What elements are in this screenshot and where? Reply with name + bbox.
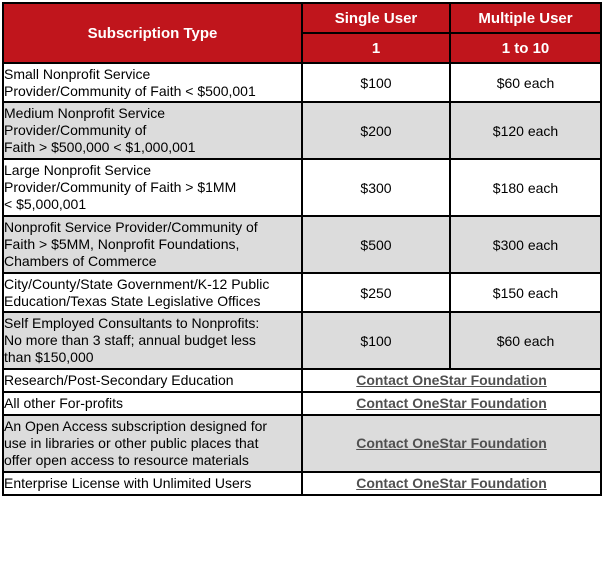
table-row: [3, 63, 601, 102]
subscription-type-cell: [3, 369, 302, 392]
contact-onestar-link[interactable]: Contact OneStar Foundation: [356, 371, 547, 388]
table-row: [3, 415, 601, 472]
subscription-type-line: No more than 3 staff; annual budget less: [4, 332, 256, 348]
table-row: [3, 273, 601, 312]
multiple-user-price: $300 each: [450, 216, 601, 273]
subscription-type-cell: [3, 102, 302, 159]
subscription-type-line: Education/Texas State Legislative Offices: [4, 292, 261, 309]
contact-onestar-link[interactable]: Contact OneStar Foundation: [356, 474, 547, 491]
subscription-type-line: Small Nonprofit Service: [4, 65, 151, 82]
subscription-type-line: Self Employed Consultants to Nonprofits:: [4, 315, 260, 331]
single-user-price: $200: [302, 102, 450, 159]
subscription-type-line: Provider/Community of Faith < $500,001: [4, 82, 256, 99]
table-row: [3, 472, 601, 495]
header-single-user: Single User: [302, 3, 450, 33]
multiple-user-price: $180 each: [450, 159, 601, 216]
subscription-pricing-table: [2, 2, 602, 496]
header-subscription-type: Subscription Type: [3, 3, 302, 63]
table-row: [3, 392, 601, 415]
subscription-type-line: use in libraries or other public places that: [4, 435, 259, 451]
single-user-price: $500: [302, 216, 450, 273]
contact-cell: [302, 392, 601, 415]
multiple-user-price: $150 each: [450, 273, 601, 312]
multiple-user-price: $120 each: [450, 102, 601, 159]
subscription-type-line: Chambers of Commerce: [4, 253, 157, 269]
multiple-user-price: $60 each: [450, 312, 601, 369]
single-user-price: $100: [302, 312, 450, 369]
table-row: [3, 312, 601, 369]
subscription-type-line: than $150,000: [4, 349, 94, 365]
contact-cell: [302, 472, 601, 495]
subscription-type-cell: [3, 63, 302, 102]
subscription-type-line: Provider/Community of Faith > $1MM: [4, 179, 237, 195]
subscription-type-line: All other For-profits: [4, 395, 124, 411]
table-row: [3, 159, 601, 216]
subscription-type-line: Faith > $5MM, Nonprofit Foundations,: [4, 236, 240, 252]
subscription-type-cell: [3, 472, 302, 495]
subscription-type-line: Provider/Community of: [4, 122, 147, 138]
contact-onestar-link[interactable]: Contact OneStar Foundation: [356, 434, 547, 451]
subscription-type-line: Faith > $500,000 < $1,000,001: [4, 139, 196, 155]
subscription-type-line: An Open Access subscription designed for: [4, 418, 268, 434]
table-row: [3, 102, 601, 159]
subscription-type-line: Enterprise License with Unlimited Users: [4, 475, 252, 491]
single-user-price: $300: [302, 159, 450, 216]
subscription-type-cell: [3, 392, 302, 415]
subscription-type-cell: [3, 273, 302, 312]
contact-onestar-link[interactable]: Contact OneStar Foundation: [356, 394, 547, 411]
table-body: [3, 63, 601, 495]
subscription-type-line: Nonprofit Service Provider/Community of: [4, 219, 258, 235]
header-multiple-count: 1 to 10: [450, 33, 601, 63]
contact-cell: [302, 415, 601, 472]
subscription-type-cell: [3, 159, 302, 216]
multiple-user-price: $60 each: [450, 63, 601, 102]
subscription-type-line: Large Nonprofit Service: [4, 162, 152, 178]
header-single-count: 1: [302, 33, 450, 63]
subscription-type-cell: [3, 216, 302, 273]
table-row: [3, 216, 601, 273]
contact-cell: [302, 369, 601, 392]
header-multiple-user: Multiple User: [450, 3, 601, 33]
table-row: [3, 369, 601, 392]
subscription-type-line: Medium Nonprofit Service: [4, 105, 166, 121]
subscription-type-line: City/County/State Government/K-12 Public: [4, 275, 270, 292]
subscription-type-cell: [3, 312, 302, 369]
single-user-price: $250: [302, 273, 450, 312]
subscription-type-line: offer open access to resource materials: [4, 452, 249, 468]
single-user-price: $100: [302, 63, 450, 102]
subscription-type-cell: [3, 415, 302, 472]
subscription-pricing-table-wrapper: [2, 2, 602, 496]
table-header: [3, 3, 601, 63]
subscription-type-line: < $5,000,001: [4, 196, 87, 212]
subscription-type-line: Research/Post-Secondary Education: [4, 372, 234, 388]
